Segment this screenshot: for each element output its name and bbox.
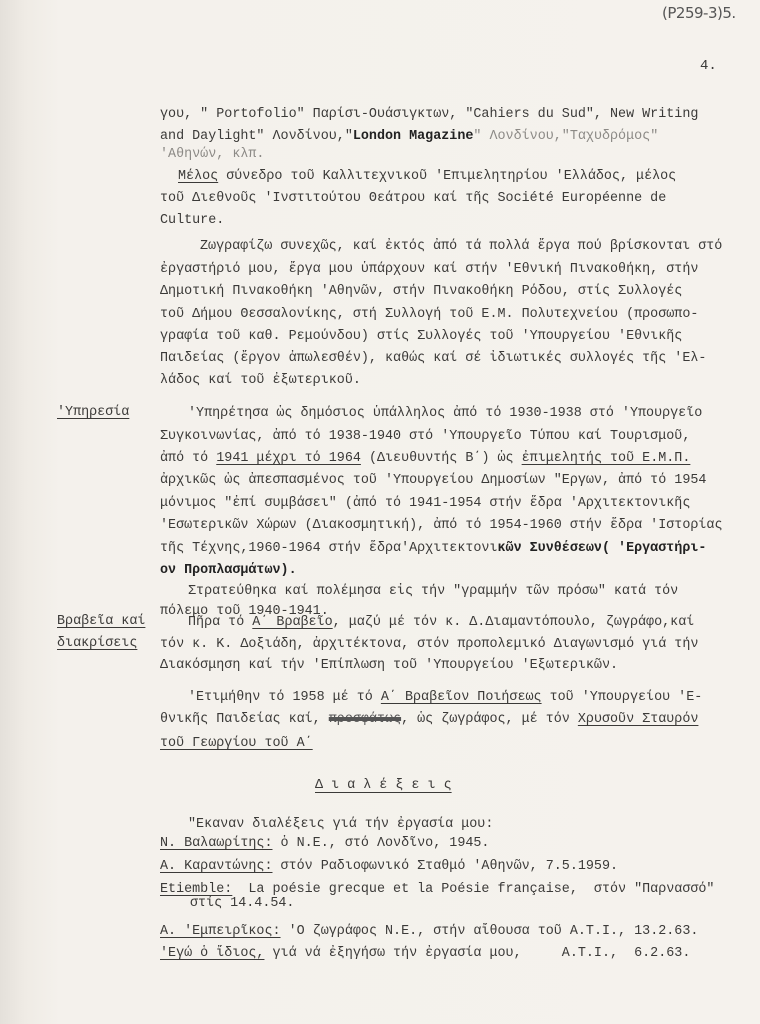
text-segment: , μαζύ μέ τόν κ. Δ.Διαμαντόπουλο, ζωγράφο,καί (332, 615, 695, 630)
text-segment: ον Προπλασμάτων). (160, 563, 297, 578)
text-line (160, 735, 313, 753)
text-line (160, 283, 682, 301)
text-segment: Στρατεύθηκα καί πολέμησα εἰς τήν "γραμμήν τῶν πρόσω" κατά τόν (188, 584, 679, 599)
text-line (160, 495, 690, 513)
underlined-text: Etiemble: (160, 882, 233, 897)
text-segment: "Εκαναν διαλέξεις γιά τήν ἐργασία μου: (188, 817, 494, 832)
text-segment: ὁ Ν.Ε., στό Λονδῖνο, 1945. (272, 836, 490, 851)
text-line (160, 562, 297, 580)
lectures-heading: Δ ι α λ έ ξ ε ι ς (315, 778, 452, 793)
text-segment: Δημοτική Πινακοθήκη 'Αθηνῶν, στήν Πινακοθήκη Ρόδου, στίς Συλλογές (160, 284, 683, 299)
text-segment: λάδος καί τοῦ ἐξωτερικοῦ. (160, 373, 361, 388)
text-line (160, 636, 698, 654)
text-line (160, 472, 706, 490)
underlined-text: Ν. Βαλαωρίτης: (160, 836, 273, 851)
underlined-text: Α΄ Βραβεῖον Ποιήσεως (380, 690, 542, 705)
text-line (160, 945, 690, 963)
underlined-text: Α. 'Εμπειρῖκος: (160, 924, 281, 939)
text-line (190, 895, 294, 913)
text-line (160, 328, 682, 346)
text-segment: θνικῆς Παιδείας καί, (160, 712, 329, 727)
text-line (160, 517, 723, 535)
text-segment: 'Ο ζωγράφος Ν.Ε., στήν αἴθουσα τοῦ Α.Τ.Ι., 13.2.63. (280, 924, 699, 939)
underlined-text: Χρυσοῦν Σταυρόν (577, 712, 699, 727)
text-line (188, 614, 694, 632)
page-number: 4. (700, 58, 717, 74)
text-line (160, 540, 706, 558)
text-segment: , ὡς ζωγράφος, μέ τόν (401, 712, 578, 727)
text-segment: γραφία τοῦ καθ. Ρεμούνδου) στίς Συλλογές τοῦ 'Υπουργείου 'Εθνικῆς (160, 329, 683, 344)
text-line (160, 450, 690, 468)
text-line (160, 372, 361, 390)
text-segment: 'Εσωτερικῶν Χώρων (Διακοσμητική), ἀπό τό 1954-1960 στήν ἕδρα 'Ιστορίας (160, 518, 723, 533)
text-segment: κῶν Συνθέσεων( 'Εργαστήρι- (497, 541, 707, 556)
underlined-text: 'Εγώ ὁ ἴδιος, (160, 946, 265, 961)
text-line (160, 128, 658, 146)
text-segment: τῆς Τέχνης,1960-1964 στήν ἕδρα'Αρχιτεκτονι (160, 541, 498, 556)
text-segment: τόν κ. Κ. Δοξιάδη, ἀρχιτέκτονα, στόν προπολεμικό Διαγωνισμό γιά τήν (160, 637, 699, 652)
text-segment: στίς 14.4.54. (190, 896, 295, 911)
text-segment: σύνεδρο τοῦ Καλλιτεχνικοῦ 'Επιμελητηρίου 'Ελλάδος, μέλος (218, 169, 677, 184)
text-segment: ἐργαστήριό μου, ἔργα μου ὑπάρχουν καί στήν 'Εθνική Πινακοθήκη, στήν (160, 262, 699, 277)
text-line (160, 711, 698, 729)
text-line (188, 583, 678, 601)
text-line (160, 835, 489, 853)
margin-label-awards: Βραβεῖα καί (57, 614, 146, 629)
text-segment: γιά νά ἐξηγήσω τήν ἐργασία μου, A.T.I., 6.2.63. (264, 946, 691, 961)
underlined-text: τοῦ Γεωργίου τοῦ Α΄ (160, 736, 313, 751)
text-line (188, 689, 702, 707)
text-segment: La poésie grecque et la Poésie française, στόν "Παρνασσό" (232, 882, 715, 897)
text-segment: Διακόσμηση καί τήν 'Επίπλωση τοῦ 'Υπουργείου 'Εξωτερικῶν. (160, 658, 619, 673)
text-segment: ἀπό τό (160, 451, 217, 466)
text-segment: Πῆρα τό (188, 615, 253, 630)
text-line (160, 306, 698, 324)
text-segment: 'Αθηνών, κλπ. (160, 147, 265, 162)
underlined-text: Α. Καραντώνης: (160, 859, 273, 874)
text-line (200, 238, 722, 256)
text-line (160, 350, 706, 368)
struck-text: προσφάτως (328, 712, 402, 727)
text-segment: 'Υπηρέτησα ὡς δημόσιος ὑπάλληλος ἀπό τό 1930-1938 στό 'Υπουργεῖο (188, 406, 703, 421)
text-segment: London Magazine (352, 129, 474, 144)
underlined-text: ἐπιμελητής τοῦ Ε.Μ.Π. (521, 451, 691, 466)
text-segment: τοῦ Δήμου Θεσσαλονίκης, στή Συλλογή τοῦ Ε.Μ. Πολυτεχνείου (προσωπο- (160, 307, 699, 322)
text-segment: στόν Ραδιοφωνικό Σταθμό 'Αθηνῶν, 7.5.1959. (272, 859, 619, 874)
text-line (160, 923, 698, 941)
text-line (160, 428, 690, 446)
text-segment: Culture. (160, 213, 225, 228)
text-segment: ἀρχικῶς ὡς ἀπεσπασμένος τοῦ 'Υπουργείου Δημοσίων "Εργων, ἀπό τό 1954 (160, 473, 707, 488)
text-segment: γου, " Portofolio" Παρίσι-Ουάσιγκτων, "Cahiers du Sud", New Writing (160, 107, 699, 122)
archive-reference: (Ρ259-3)5. (662, 4, 736, 22)
text-line (160, 657, 618, 675)
underlined-text: Μέλος (178, 169, 219, 184)
underlined-text: 1941 μέχρι τό 1964 (216, 451, 361, 466)
text-line (160, 261, 698, 279)
text-line (160, 106, 698, 124)
text-line (160, 190, 666, 208)
text-line (160, 858, 618, 876)
text-segment: (Διευθυντής Β΄) ὡς (360, 451, 522, 466)
margin-label-service: 'Υπηρεσία (57, 405, 130, 420)
text-segment: 'Ετιμήθην τό 1958 μέ τό (188, 690, 381, 705)
text-line (160, 212, 224, 230)
text-segment: and Daylight" Λονδίνου," (160, 129, 353, 144)
text-line (160, 146, 264, 164)
text-segment: τοῦ Διεθνοῦς 'Ινστιτούτου Θεάτρου καί τῆς Société Européenne de (160, 191, 667, 206)
text-segment: πόλεμο τοῦ 1940-1941. (160, 604, 329, 619)
text-segment: μόνιμος "ἐπί συμβάσει" (ἀπό τό 1941-1954 στήν ἕδρα 'Αρχιτεκτονικῆς (160, 496, 691, 511)
text-line (178, 168, 676, 186)
text-segment: Ζωγραφίζω συνεχῶς, καί ἐκτός ἀπό τά πολλά ἔργα πού βρίσκονται στό (200, 239, 723, 254)
text-segment: Παιδείας (ἔργον ἀπωλεσθέν), καθώς καί σέ ἰδιωτικές συλλογές τῆς 'Ελ- (160, 351, 707, 366)
margin-label-distinctions: διακρίσεις (57, 636, 138, 651)
text-segment: τοῦ 'Υπουργείου 'Ε- (541, 690, 703, 705)
text-segment: Συγκοινωνίας, ἀπό τό 1938-1940 στό 'Υπουργεῖο Τύπου καί Τουρισμοῦ, (160, 429, 691, 444)
underlined-text: Α΄ Βραβεῖο (252, 615, 333, 630)
text-segment: " Λονδίνου,"Ταχυδρόμος" (473, 129, 659, 144)
text-line (188, 816, 493, 834)
text-line (188, 405, 702, 423)
